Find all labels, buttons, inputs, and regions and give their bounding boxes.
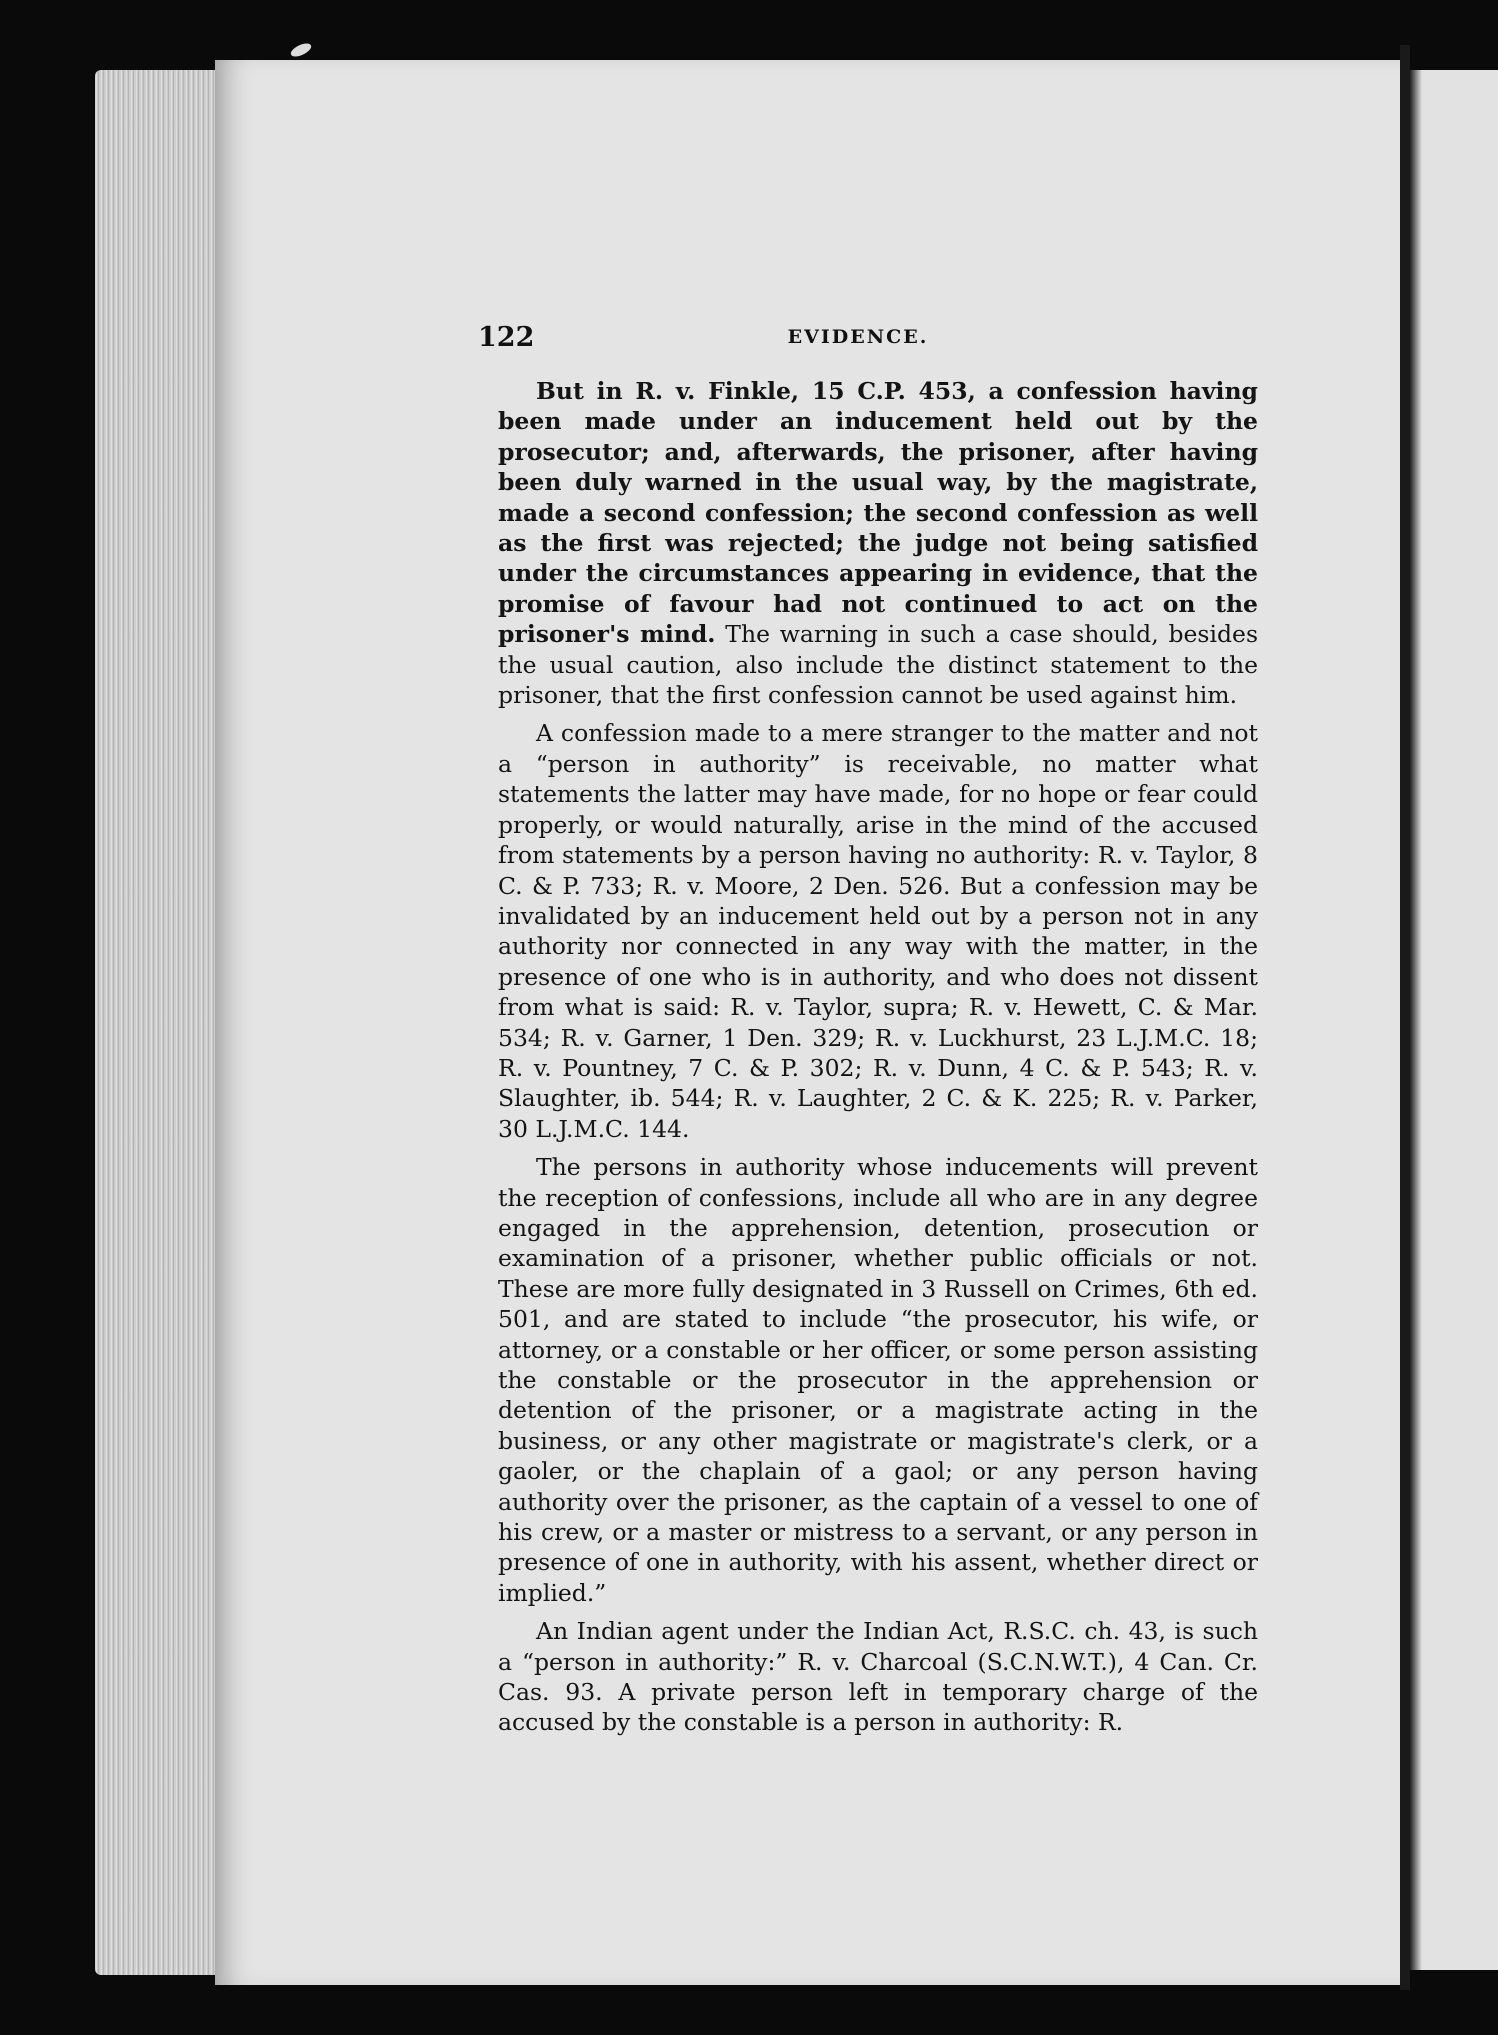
running-head <box>478 322 1268 362</box>
paragraph: The persons in authority whose inducements will prevent the reception of confessions, include all who are in any degree engaged in the apprehension, detention, prosecution or examination of a prisoner, whether public officials or not. These are more fully designated in 3 Russell on Crimes, 6th ed. 501, and are stated to include “the prosecutor, his wife, or attorney, or a constable or her officer, or some person assisting the constable or the prosecutor in the apprehension or detention of the prisoner, or a magistrate acting in the business, or any other magistrate or magistrate's clerk, or a gaoler, or the chaplain of a gaol; or any person having authority over the prisoner, as the captain of a vessel to one of his crew, or a master or mistress to a servant, or any person in presence of one in authority, with his assent, whether direct or implied.” <box>498 1153 1258 1607</box>
scan-mark <box>289 41 313 59</box>
paragraph: A confession made to a mere stranger to the matter and not a “person in authority” is receivable, no matter what statements the latter may have made, for no hope or fear could properly, or would naturally, arise in the mind of the accused from statements by a person having no authority: R. v. Taylor, 8 C. & P. 733; R. v. Moore, 2 Den. 526. But a confession may be invalidated by an inducement held out by a person not in any authority nor connected in any way with the matter, in the presence of one who is in authority, and who does not dissent from what is said: R. v. Taylor, supra; R. v. Hewett, C. & Mar. 534; R. v. Garner, 1 Den. 329; R. v. Luckhurst, 23 L.J.M.C. 18; R. v. Pountney, 7 C. & P. 302; R. v. Dunn, 4 C. & P. 543; R. v. Slaughter, ib. 544; R. v. Laughter, 2 C. & K. 225; R. v. Parker, 30 L.J.M.C. 144. <box>498 719 1258 1143</box>
paragraph: An Indian agent under the Indian Act, R.S.C. ch. 43, is such a “person in authority:” R. v. Charcoal (S.C.N.W.T.), 4 Can. Cr. Cas. 93. A private person left in temporary charge of the accused by the constable is a person in authority: R. <box>498 1617 1258 1737</box>
running-title: EVIDENCE. <box>787 326 929 348</box>
facing-page-shadow <box>1410 70 1422 1970</box>
paragraph-text-bold: But in R. v. Finkle, 15 C.P. 453, a confession having been made under an inducement held out by the prosecutor; and, afterwards, the prisoner, after having been duly warned in the usual way, by the magistrate, made a second confession; the second confession as well as the first was rejected; the judge not being satisfied under the circumstances appearing in evidence, that the promise of favour had not continued to act on the prisoner's mind. <box>498 377 1258 649</box>
gutter <box>1400 45 1410 1990</box>
body-text <box>498 376 1258 1746</box>
page-edges <box>95 70 230 1975</box>
paragraph <box>498 376 1258 710</box>
page-number: 122 <box>478 322 535 353</box>
paragraph-text: The warning in such a case should, besides the usual caution, also include the distinct statement to the prisoner, that the first confession cannot be used against him. <box>498 620 1258 710</box>
facing-page-edge <box>1410 70 1498 1970</box>
